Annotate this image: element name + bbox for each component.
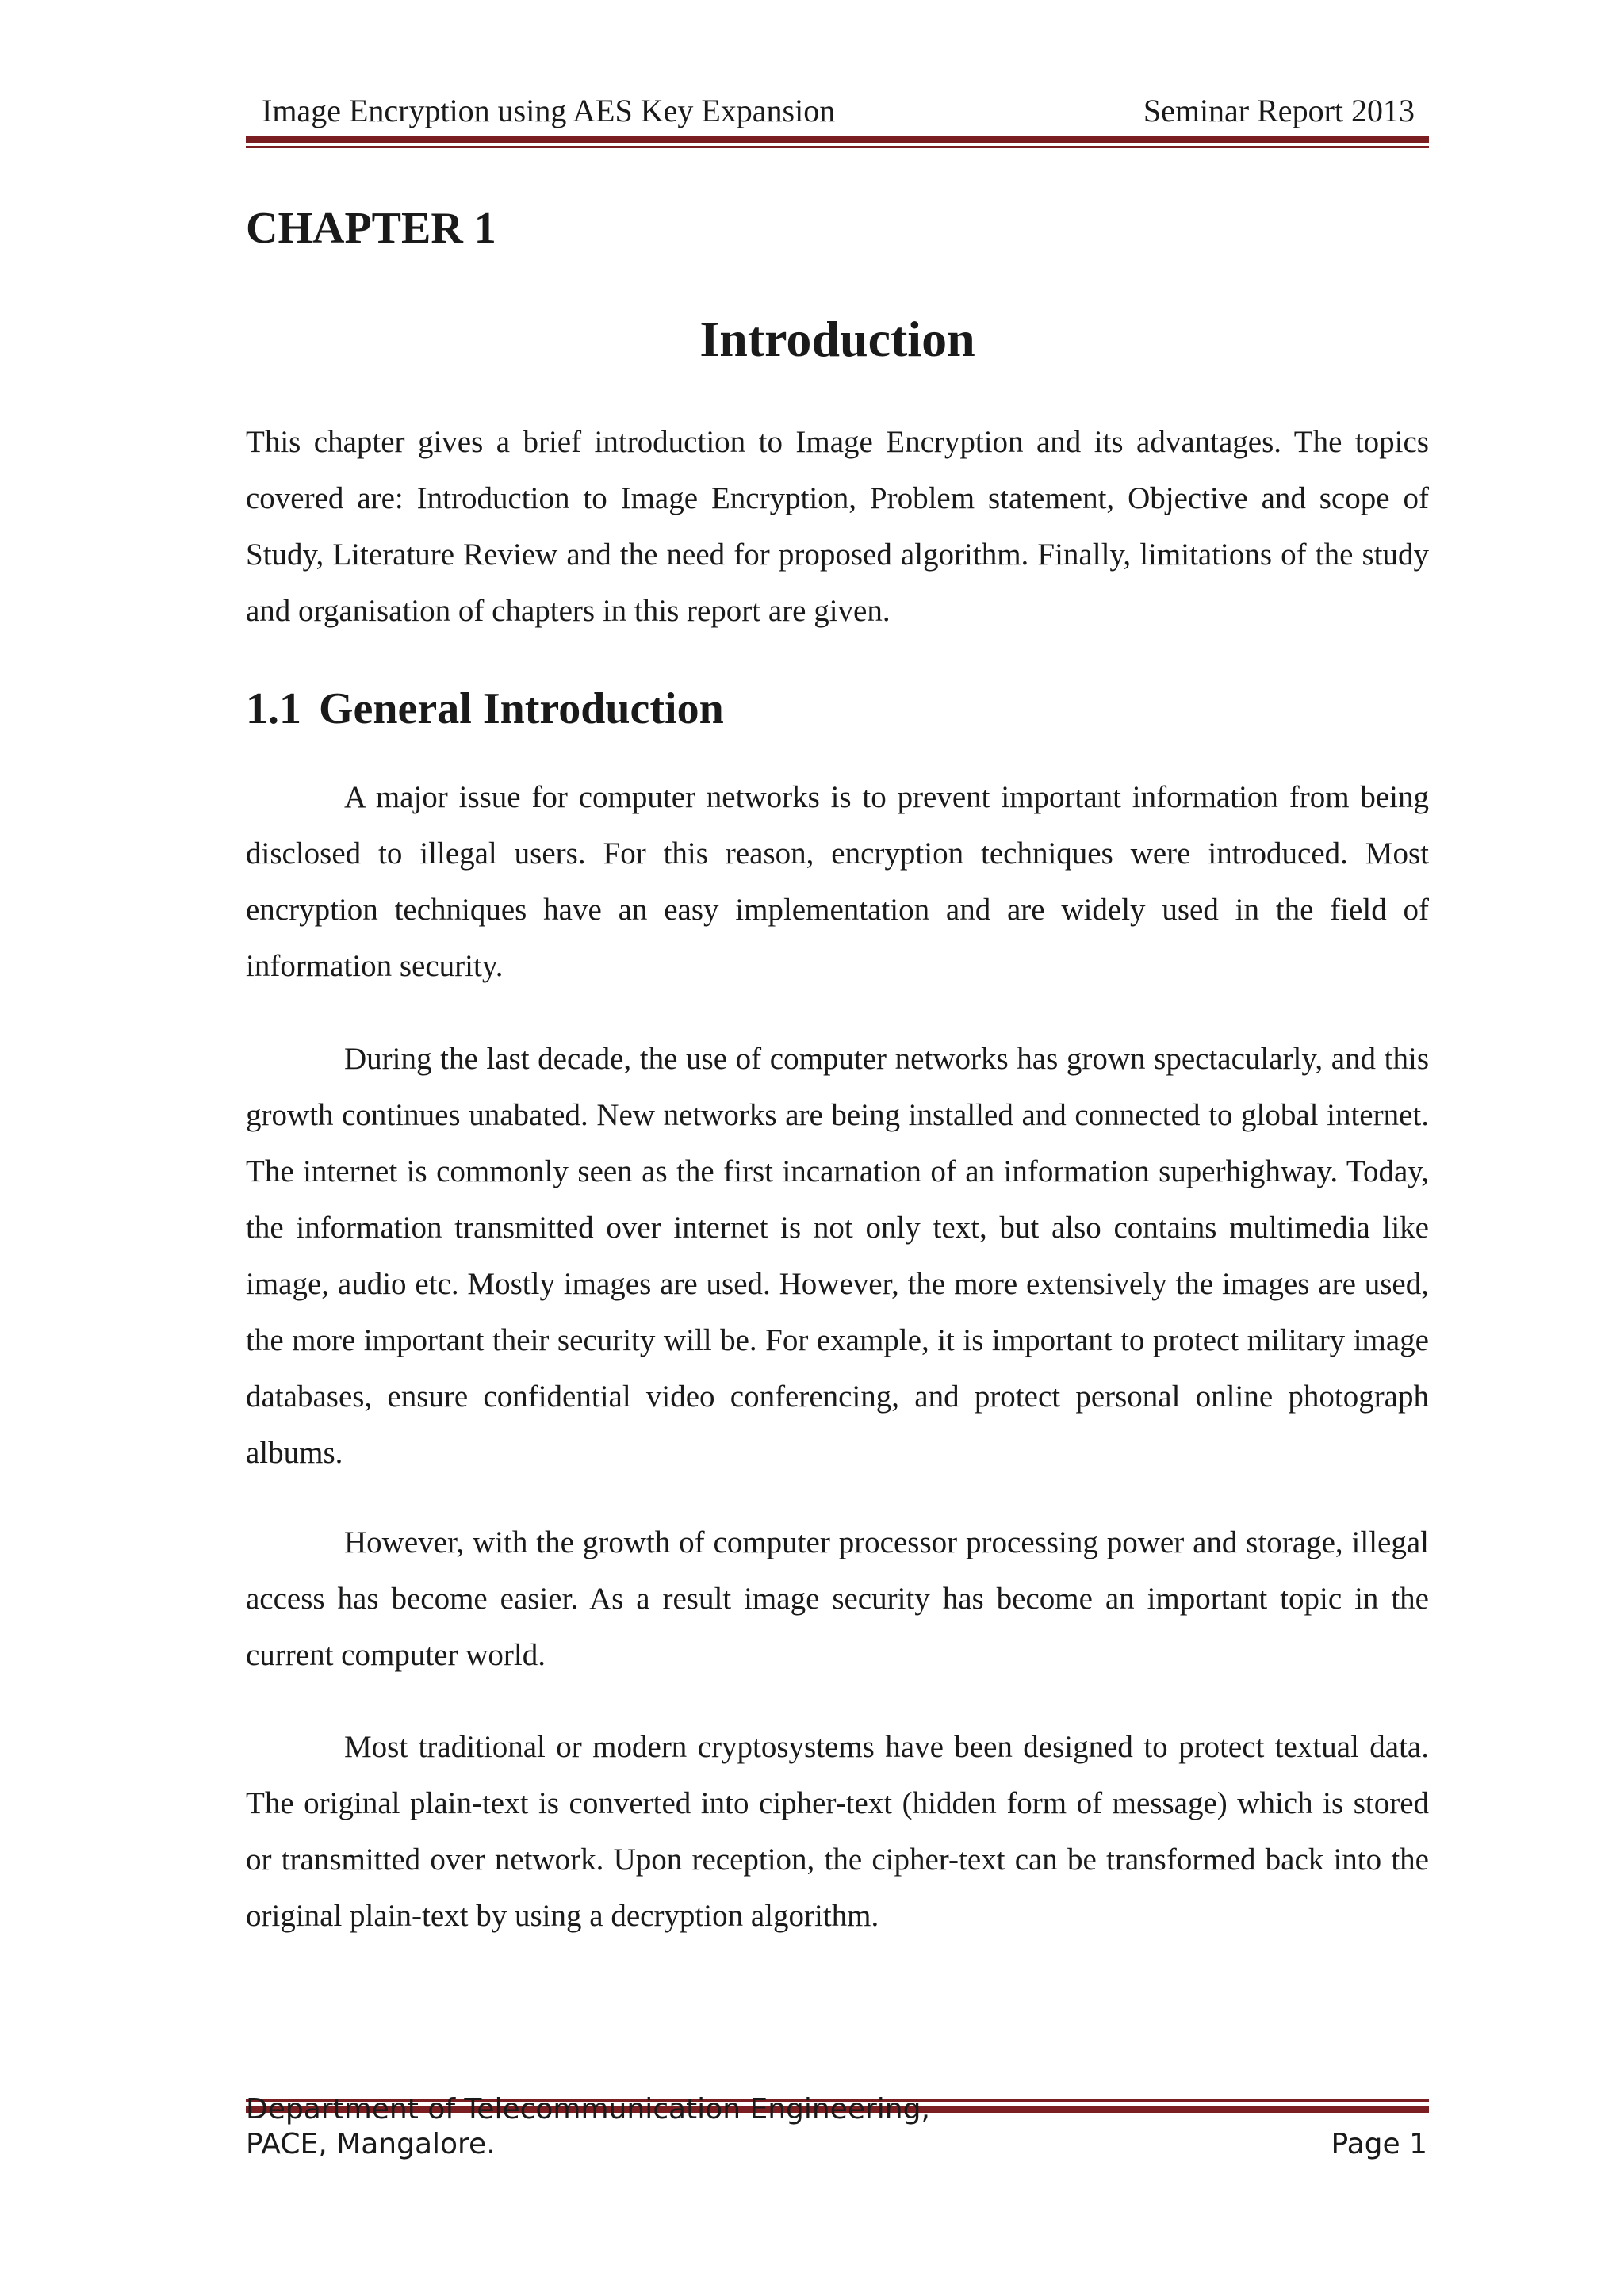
section-number: 1.1 [246,684,301,733]
header-rule-thin [246,146,1429,148]
chapter-title: Introduction [699,311,975,367]
body-paragraph: Most traditional or modern cryptosystems have been designed to protect textual data. The original plain-text is converted into cipher-text (hidden form of message) which is stored or transmitted over network. Upon reception, the cipher-text can be transformed back into the original plain-text by using a decryption algorithm. [246,1730,1429,1933]
body-paragraph: However, with the growth of computer processor processing power and storage, illegal access has become easier. As a result image security has become an important topic in the current computer world. [246,1525,1429,1672]
body-paragraph: A major issue for computer networks is to prevent important information from being disclosed to illegal users. For this reason, encryption techniques were introduced. Most encryption techniques have an easy implementation and are widely used in the field of information security. [246,780,1429,983]
body-paragraph: During the last decade, the use of computer networks has grown spectacularly, and this growth continues unabated. New networks are being installed and connected to global internet. The internet is commonly seen as the first incarnation of an information superhighway. Today, the information transmitted over internet is not only text, but also contains multimedia like image, audio etc. Mostly images are used. However, the more extensively the images are used, the more important their security will be. For example, it is important to protect military image databases, ensure confidential video conferencing, and protect personal online photograph albums. [246,1042,1429,1470]
header-title: Image Encryption using AES Key Expansion [262,93,836,128]
intro-paragraph: This chapter gives a brief introduction to Image Encryption and its advantages. The topics covered are: Introduction to Image Encryption, Problem statement, Objective and scope of Study, Literature Review and the need for proposed algorithm. Finally, limitations of the study and organisation of chapters in this report are given. [246,425,1429,628]
chapter-label: CHAPTER 1 [246,204,496,253]
footer-institution: PACE, Mangalore. [246,2128,496,2160]
footer-department: Department of Telecommunication Engineering, [246,2093,930,2126]
running-header [246,89,1429,136]
section-heading [246,680,724,737]
header-rule-thick [246,136,1429,144]
header-report-label: Seminar Report 2013 [1143,93,1415,128]
page-number: Page 1 [1331,2128,1427,2160]
section-title: General Introduction [319,684,724,733]
